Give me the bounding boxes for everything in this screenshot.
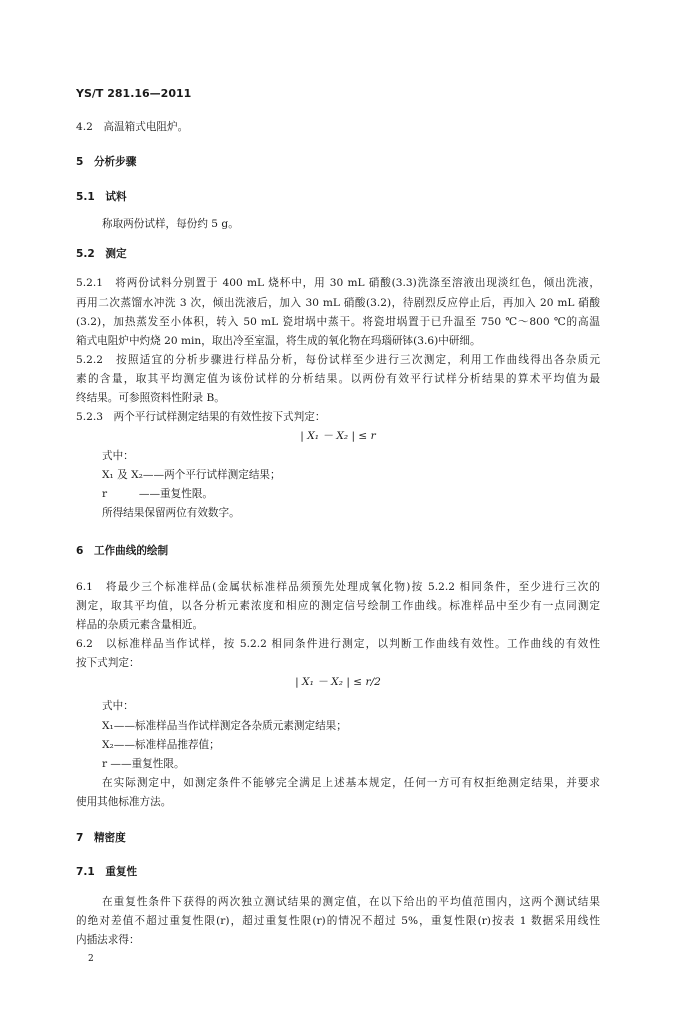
- clause-7-1-line: 的绝对差值不超过重复性限(r)，超过重复性限(r)的情况不超过 5%，重复性限(r)按表 1 数据采用线性: [76, 915, 600, 927]
- note-line: 使用其他标准方法。: [76, 796, 172, 808]
- formula-2: | X₁ － X₂ | ≤ r/2: [295, 676, 381, 688]
- where-label-2: 式中：: [102, 700, 134, 712]
- clause-5-1-text: 称取两份试样，每份约 5 g。: [102, 218, 239, 230]
- clause-7-1-line: 内插法求得：: [76, 934, 140, 946]
- clause-4-2: 4.2 高温箱式电阻炉。: [76, 121, 189, 133]
- definition: X₁ 及 X₂——两个平行试样测定结果；: [102, 469, 281, 481]
- note-line: 在实际测定中，如测定条件不能够完全满足上述基本规定，任何一方可有权拒绝测定结果，并要求: [102, 777, 600, 789]
- clause-5-2-1-line: 5.2.1 将两份试料分别置于 400 mL 烧杯中，用 30 mL 硝酸(3.3)洗涤至溶液出现淡红色，倾出洗液，: [76, 277, 600, 289]
- definition: r ——重复性限。: [102, 488, 214, 500]
- clause-5-2-1-line: 箱式电阻炉中灼烧 20 min，取出冷至室温，将生成的氧化物在玛瑙研钵(3.6)中研细。: [76, 335, 481, 347]
- formula-1: | X₁ － X₂ | ≤ r: [300, 430, 376, 442]
- section-5-heading: 5 分析步骤: [76, 156, 137, 168]
- clause-5-2-3: 5.2.3 两个平行试样测定结果的有效性按下式判定：: [76, 411, 326, 423]
- page-number: 2: [88, 954, 94, 964]
- result-note: 所得结果保留两位有效数字。: [102, 507, 240, 519]
- section-7-heading: 7 精密度: [76, 832, 126, 844]
- clause-5-2-2-line: 5.2.2 按照适宜的分析步骤进行样品分析，每份试样至少进行三次测定，利用工作曲线得出各杂质元: [76, 354, 600, 366]
- clause-7-1-heading: 7.1 重复性: [76, 866, 138, 878]
- clause-6-2-line: 6.2 以标准样品当作试样，按 5.2.2 相同条件进行测定，以判断工作曲线有效性。工作曲线的有效性: [76, 638, 600, 650]
- clause-5-2-2-line: 素的含量，取其平均测定值为该份试样的分析结果。以两份有效平行试样分析结果的算术平均值为最: [76, 373, 600, 385]
- clause-6-2-line: 按下式判定：: [76, 657, 140, 669]
- definition: X₂——标准样品推荐值；: [102, 739, 220, 751]
- clause-6-1-line: 6.1 将最少三个标准样品(金属状标准样品须预先处理成氧化物)按 5.2.2 相同条件，至少进行三次的: [76, 581, 600, 593]
- clause-5-2-2-line: 终结果。可参照资料性附录 B。: [76, 392, 225, 404]
- definition: r ——重复性限。: [102, 758, 185, 770]
- section-6-heading: 6 工作曲线的绘制: [76, 545, 169, 557]
- page-header: YS/T 281.16—2011: [76, 87, 192, 100]
- clause-5-2-1-line: (3.2)，加热蒸发至小体积，转入 50 mL 瓷坩埚中蒸干。将瓷坩埚置于已升温至 750 ℃～800 ℃的高温: [76, 316, 600, 328]
- clause-6-1-line: 样品的杂质元素含量相近。: [76, 619, 204, 631]
- clause-5-2-heading: 5.2 测定: [76, 248, 127, 260]
- where-label-1: 式中：: [102, 450, 134, 462]
- clause-7-1-line: 在重复性条件下获得的两次独立测试结果的测定值，在以下给出的平均值范围内，这两个测试结果: [102, 896, 600, 908]
- definition: X₁——标准样品当作试样测定各杂质元素测定结果；: [102, 720, 347, 732]
- clause-6-1-line: 测定，取其平均值，以各分析元素浓度和相应的测定信号绘制工作曲线。标准样品中至少有一点同测定: [76, 600, 600, 612]
- clause-5-2-1-line: 再用二次蒸馏水冲洗 3 次，倾出洗液后，加入 30 mL 硝酸(3.2)，待剧烈反应停止后，再加入 20 mL 硝酸: [76, 297, 600, 309]
- clause-5-1-heading: 5.1 试料: [76, 191, 127, 203]
